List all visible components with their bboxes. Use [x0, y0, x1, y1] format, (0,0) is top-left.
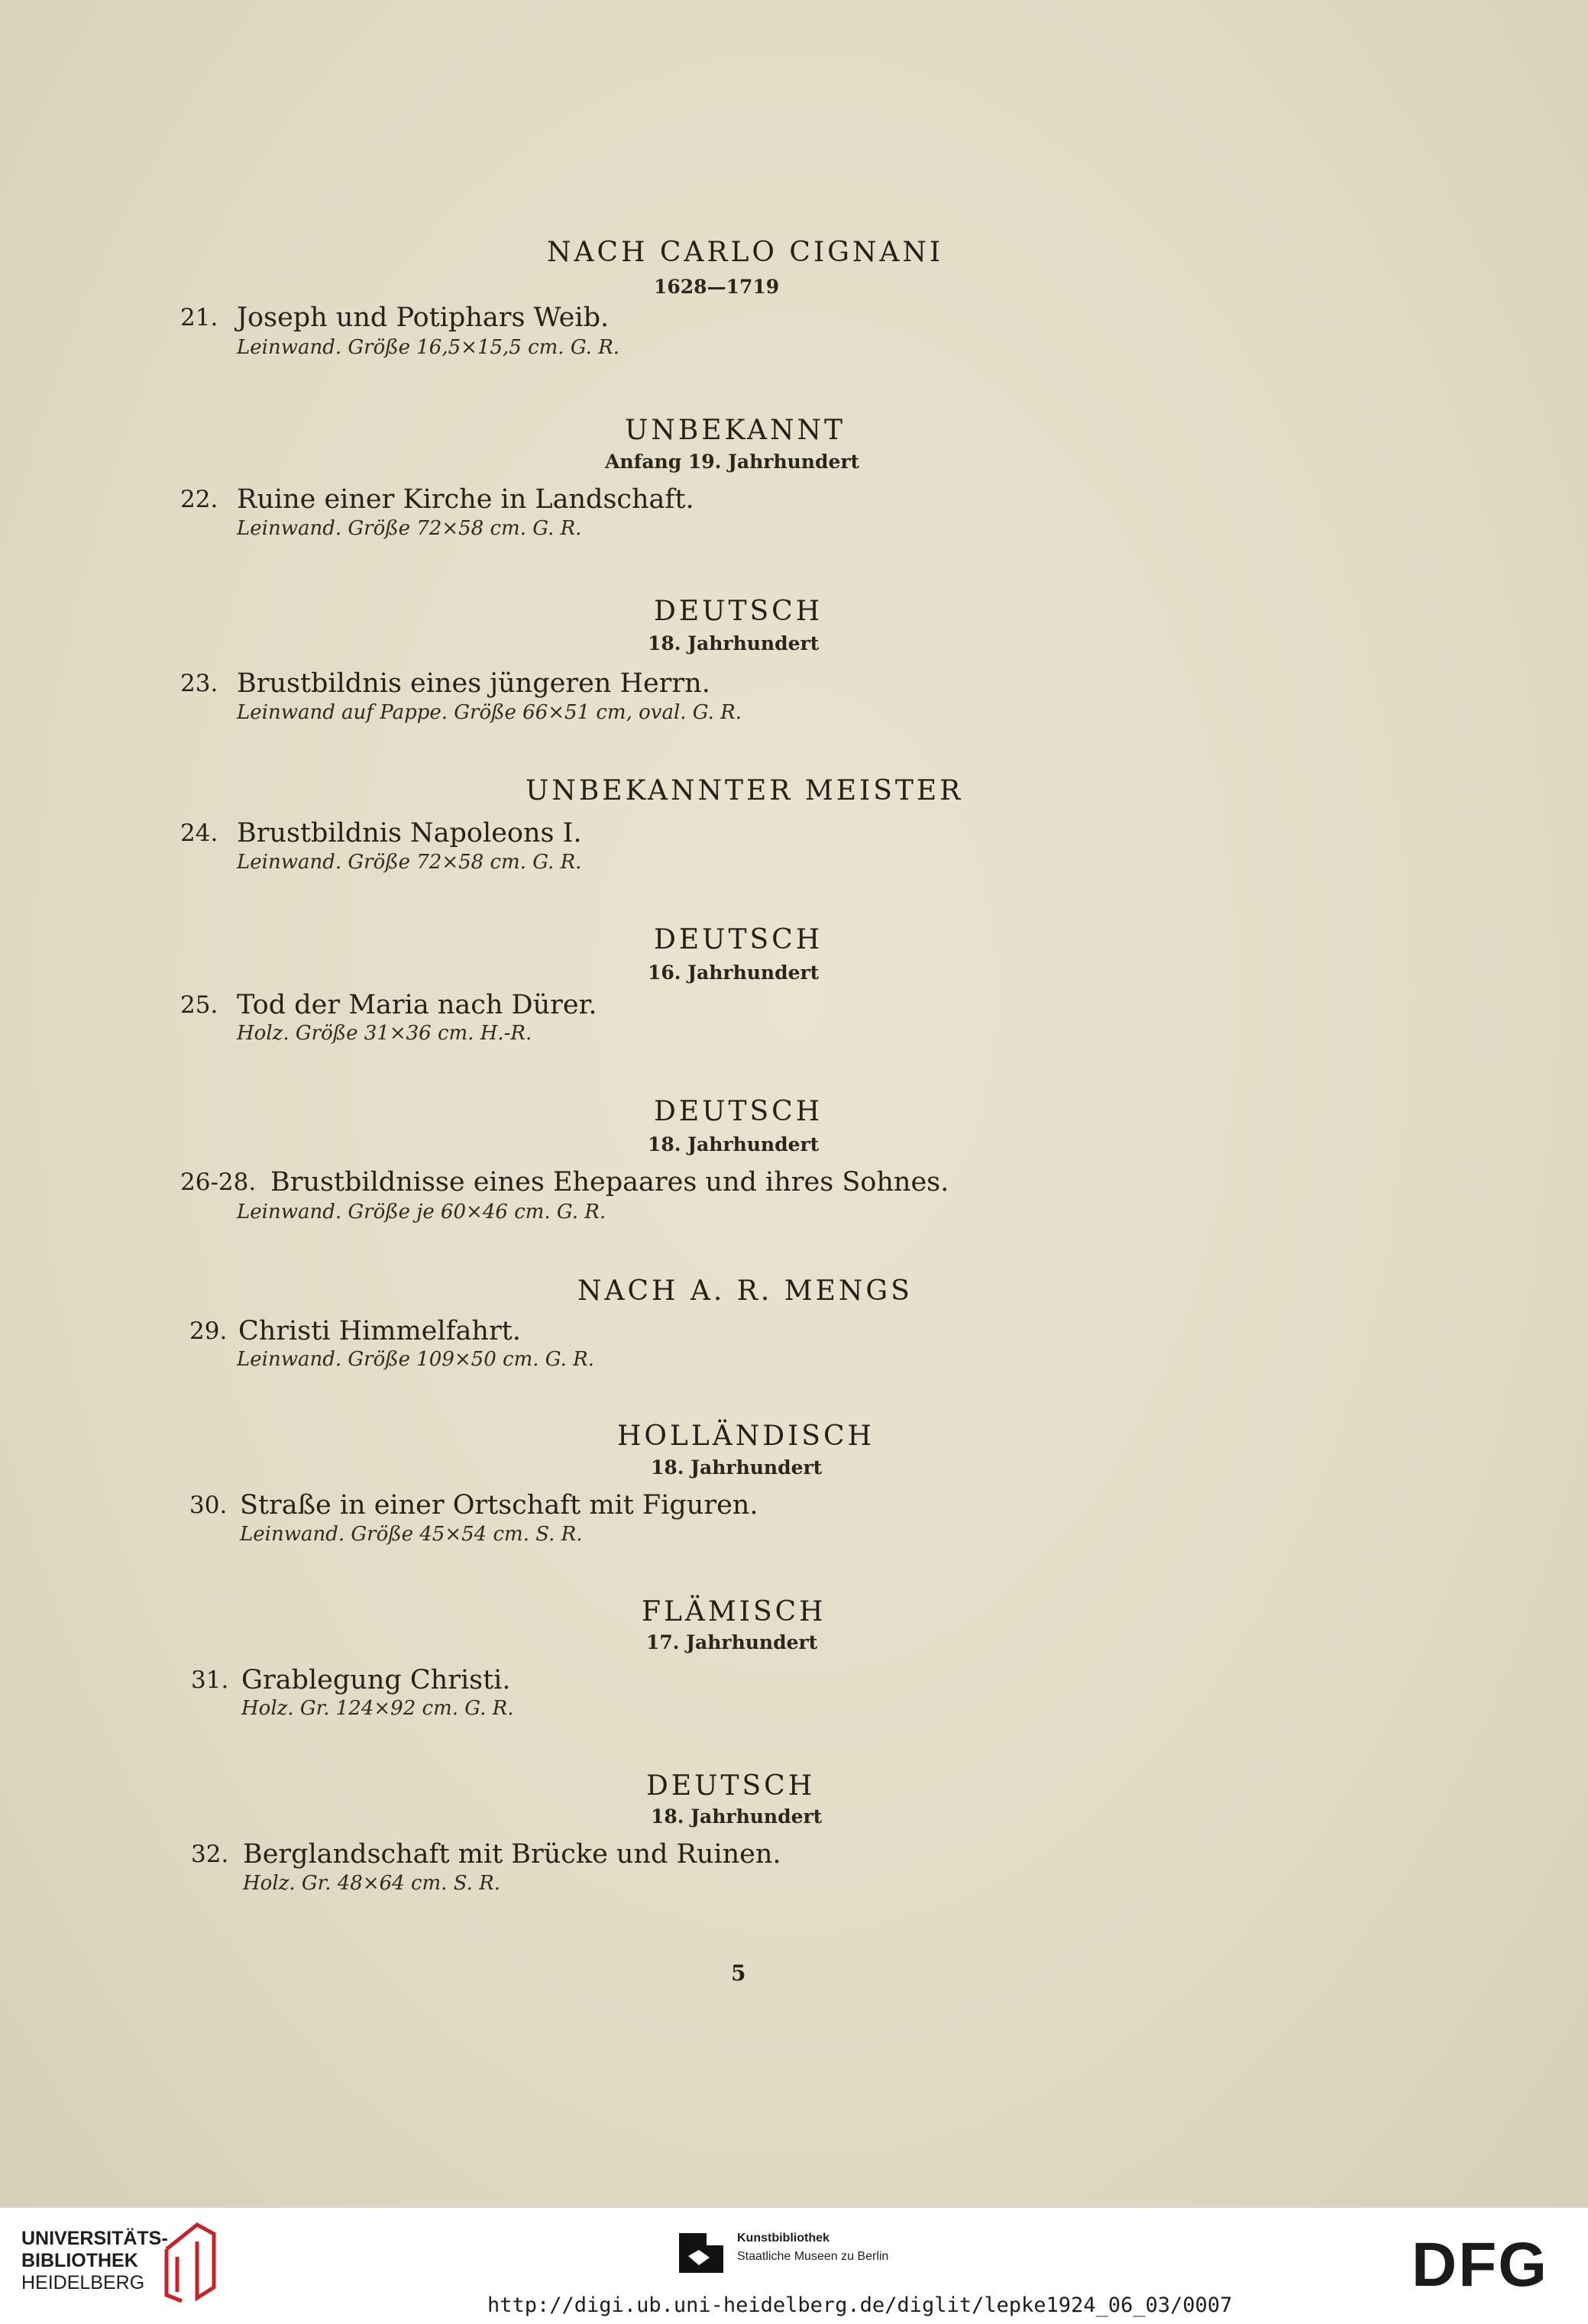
- section-subheading: 16. Jahrhundert: [648, 962, 820, 984]
- section-heading: NACH A. R. MENGS: [577, 1275, 913, 1307]
- ub-heidelberg-logo-icon[interactable]: [159, 2219, 220, 2303]
- entry-detail: Holz. Gr. 124×92 cm. G. R.: [241, 1697, 514, 1720]
- page-number: 5: [731, 1960, 746, 1986]
- section-subheading: Anfang 19. Jahrhundert: [605, 451, 860, 473]
- entry-title: Tod der Maria nach Dürer.: [237, 990, 597, 1020]
- entry-detail: Leinwand. Größe 72×58 cm. G. R.: [237, 517, 582, 540]
- section-heading: DEUTSCH: [646, 1770, 816, 1802]
- section-heading: NACH CARLO CIGNANI: [547, 237, 944, 268]
- library-line-1: UNIVERSITÄTS-: [21, 2228, 168, 2249]
- entry-number: 22.: [180, 486, 218, 513]
- section-heading: HOLLÄNDISCH: [617, 1421, 875, 1452]
- entry-number: 25.: [180, 991, 218, 1019]
- entry-number: 26-28.: [180, 1168, 257, 1196]
- entry-number: 23.: [180, 670, 218, 697]
- entry-title: Brustbildnis Napoleons I.: [237, 818, 582, 848]
- section-heading: DEUTSCH: [654, 924, 823, 955]
- entry-detail: Leinwand. Größe 45×54 cm. S. R.: [240, 1523, 583, 1546]
- entry-title: Grablegung Christi.: [241, 1665, 511, 1695]
- entry-number: 31.: [191, 1666, 229, 1694]
- section-heading: FLÄMISCH: [642, 1596, 826, 1627]
- entry-number: 29.: [189, 1317, 228, 1345]
- partner-line-1: Kunstbibliothek: [737, 2232, 830, 2245]
- dfg-logo[interactable]: DFG: [1412, 2230, 1549, 2300]
- entry-number: 24.: [180, 819, 218, 847]
- library-line-2: BIBLIOTHEK: [21, 2250, 138, 2271]
- entry-detail: Leinwand auf Pappe. Größe 66×51 cm, oval. G. R.: [237, 701, 742, 724]
- entry-title: Joseph und Potiphars Weib.: [237, 302, 610, 333]
- entry-detail: Holz. Größe 31×36 cm. H.-R.: [237, 1022, 532, 1045]
- partner-line-2: Staatliche Museen zu Berlin: [737, 2250, 889, 2263]
- entry-title: Berglandschaft mit Brücke und Ruinen.: [243, 1839, 781, 1870]
- section-subheading: 18. Jahrhundert: [651, 1805, 823, 1828]
- library-name[interactable]: [21, 2228, 168, 2294]
- section-subheading: 18. Jahrhundert: [651, 1456, 823, 1479]
- section-subheading: 1628—1719: [654, 276, 780, 298]
- section-heading: UNBEKANNTER MEISTER: [526, 775, 964, 806]
- entry-detail: Leinwand. Größe 109×50 cm. G. R.: [237, 1348, 594, 1371]
- entry-title: Brustbildnisse eines Ehepaares und ihres Sohnes.: [270, 1167, 949, 1198]
- entry-number: 32.: [191, 1841, 229, 1868]
- entry-detail: Leinwand. Größe je 60×46 cm. G. R.: [237, 1201, 606, 1223]
- library-line-3: HEIDELBERG: [21, 2272, 145, 2293]
- kunstbibliothek-logo-icon[interactable]: [676, 2230, 726, 2276]
- entry-title: Straße in einer Ortschaft mit Figuren.: [240, 1490, 758, 1521]
- entry-detail: Leinwand. Größe 16,5×15,5 cm. G. R.: [237, 336, 620, 359]
- section-heading: DEUTSCH: [654, 1096, 823, 1127]
- page-url[interactable]: http://digi.ub.uni-heidelberg.de/diglit/lepke1924_06_03/0007: [487, 2293, 1233, 2317]
- entry-number: 21.: [180, 304, 218, 331]
- section-heading: UNBEKANNT: [625, 415, 846, 446]
- section-subheading: 18. Jahrhundert: [648, 632, 820, 655]
- section-subheading: 17. Jahrhundert: [646, 1631, 818, 1653]
- entry-title: Brustbildnis eines jüngeren Herrn.: [237, 668, 710, 699]
- section-heading: DEUTSCH: [654, 596, 823, 627]
- entry-detail: Holz. Gr. 48×64 cm. S. R.: [243, 1872, 500, 1895]
- entry-number: 30.: [189, 1492, 228, 1519]
- entry-title: Ruine einer Kirche in Landschaft.: [237, 484, 694, 515]
- section-subheading: 18. Jahrhundert: [648, 1133, 820, 1156]
- footer-bar: [0, 2207, 1588, 2324]
- entry-title: Christi Himmelfahrt.: [238, 1316, 521, 1346]
- entry-detail: Leinwand. Größe 72×58 cm. G. R.: [237, 851, 582, 874]
- partner-name[interactable]: [737, 2229, 888, 2266]
